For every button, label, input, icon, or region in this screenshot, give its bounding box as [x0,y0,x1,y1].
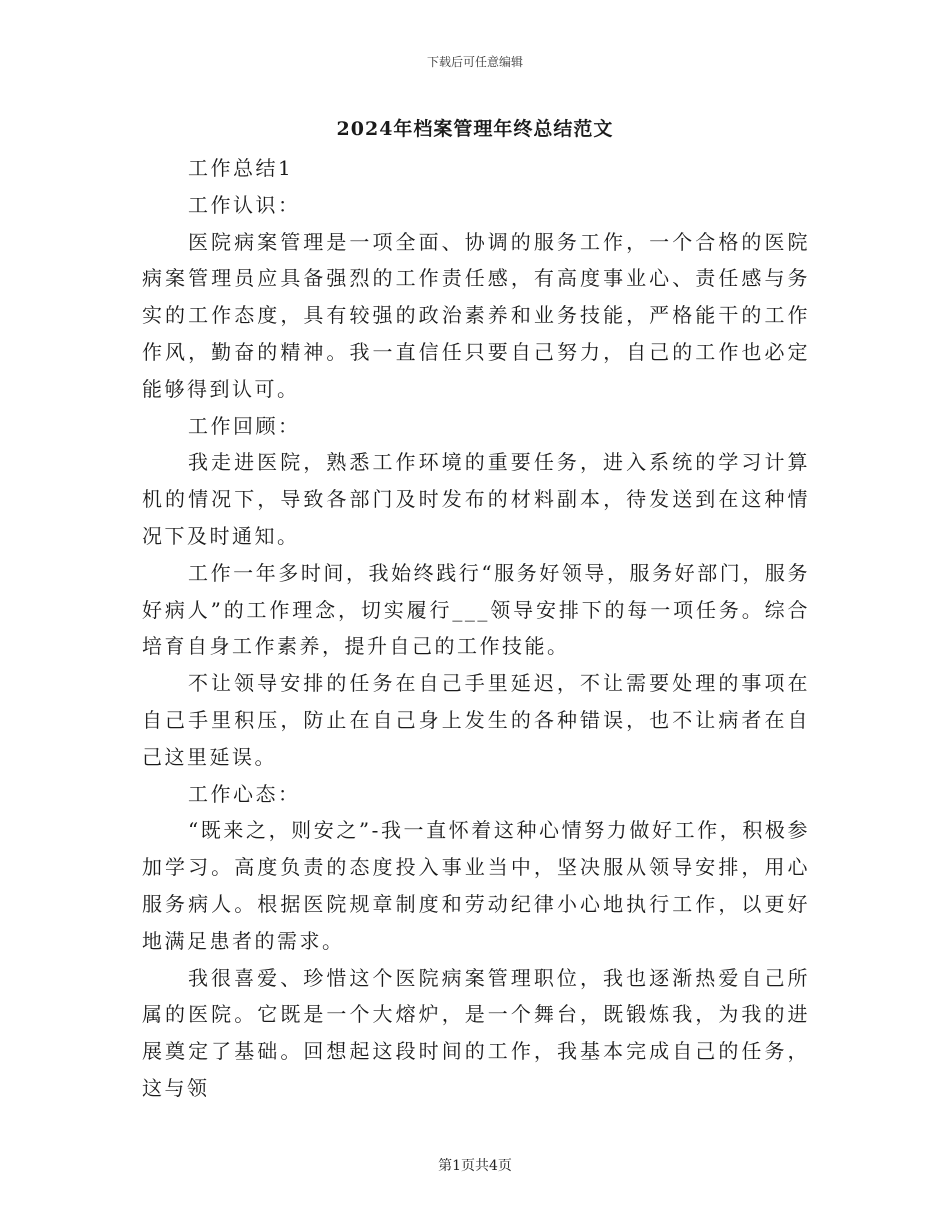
section-heading: 工作心态： [188,781,301,806]
document-body [142,150,810,1107]
body-paragraph: 工作一年多时间，我始终践行“服务好领导，服务好部门，服务好病人”的工作理念，切实履行___领导安排下的每一项任务。综合培育自身工作素养，提升自己的工作技能。 [142,560,810,659]
document-title: 2024年档案管理年终总结范文 [336,118,614,140]
page-header-note: 下载后可任意编辑 [426,55,523,69]
page-number: 第1页共4页 [438,1158,512,1174]
body-paragraph: 医院病案管理是一项全面、协调的服务工作，一个合格的医院病案管理员应具备强烈的工作责任感，有高度事业心、责任感与务实的工作态度，具有较强的政治素养和业务技能，严格能干的工作作风，勤奋的精神。我一直信任只要自己努力，自己的工作也必定能够得到认可。 [142,229,810,401]
body-paragraph: 我很喜爱、珍惜这个医院病案管理职位，我也逐渐热爱自己所属的医院。它既是一个大熔炉，是一个舞台，既锻炼我，为我的进展奠定了基础。回想起这段时间的工作，我基本完成自己的任务，这与领 [142,965,810,1100]
body-paragraph: 不让领导安排的任务在自己手里延迟，不让需要处理的事项在自己手里积压，防止在自己身上发生的各种错误，也不让病者在自己这里延误。 [142,671,810,769]
section-heading: 工作总结1 [188,156,294,180]
section-heading: 工作认识： [188,192,301,217]
body-paragraph: 我走进医院，熟悉工作环境的重要任务，进入系统的学习计算机的情况下，导致各部门及时发布的材料副本，待发送到在这种情况下及时通知。 [142,450,810,548]
body-paragraph: “既来之，则安之”-我一直怀着这种心情努力做好工作，积极参加学习。高度负责的态度投入事业当中，坚决服从领导安排，用心服务病人。根据医院规章制度和劳动纪律小心地执行工作，以更好地满足患者的需求。 [142,818,810,953]
section-heading: 工作回顾： [188,413,301,438]
